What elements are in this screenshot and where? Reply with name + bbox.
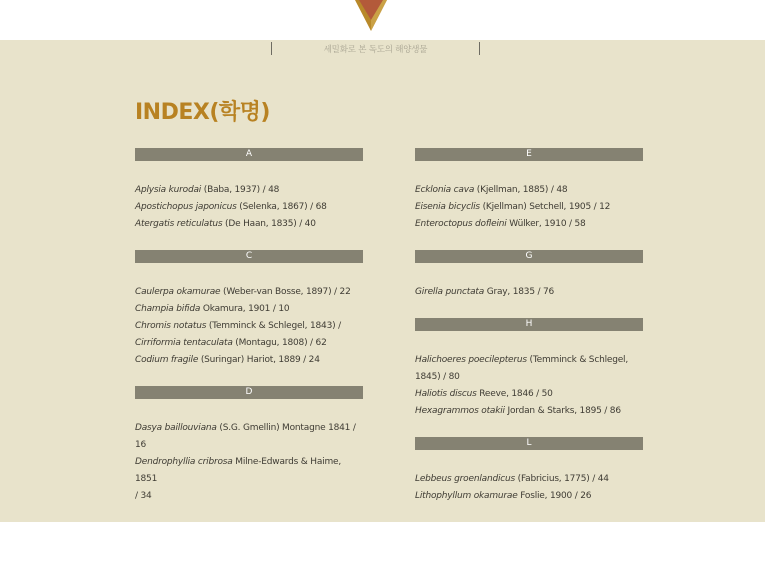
index-entry	[135, 284, 363, 301]
header-bar	[0, 40, 765, 58]
header-separator-right	[479, 42, 480, 55]
section-e	[415, 148, 643, 233]
index-entry	[135, 318, 363, 335]
scientific-name: Hexagrammos otakii	[415, 406, 505, 416]
scientific-name: Dendrophyllia cribrosa	[135, 457, 233, 467]
letter-heading: A	[135, 148, 363, 161]
authority-and-page: 1845) / 80	[415, 372, 460, 382]
index-entry	[135, 420, 363, 454]
entry-list	[415, 450, 643, 505]
authority-and-page: (Weber-van Bosse, 1897) / 22	[220, 287, 351, 297]
scientific-name: Apostichopus japonicus	[135, 202, 237, 212]
index-entry	[415, 284, 643, 301]
section-a	[135, 148, 363, 233]
authority-and-page: (Kjellman) Setchell, 1905 / 12	[479, 202, 611, 212]
scientific-name: Dasya baillouviana	[135, 423, 217, 433]
letter-heading: G	[415, 250, 643, 263]
entry-list	[415, 331, 643, 420]
authority-and-page: (Selenka, 1867) / 68	[236, 202, 327, 212]
scientific-name: Cirriformia tentaculata	[135, 338, 233, 348]
index-entry	[135, 301, 363, 318]
scientific-name: Atergatis reticulatus	[135, 219, 223, 229]
authority-and-page: (Baba, 1937) / 48	[201, 185, 280, 195]
letter-heading: C	[135, 250, 363, 263]
authority-and-page: (Fabricius, 1775) / 44	[515, 474, 609, 484]
letter-heading: E	[415, 148, 643, 161]
authority-and-page: (Temminck & Schlegel, 1843) /	[206, 321, 341, 331]
scientific-name: Enteroctopus dofleini	[415, 219, 507, 229]
index-entry	[135, 488, 363, 505]
scientific-name: Eisenia bicyclis	[415, 202, 480, 212]
scientific-name: Champia bifida	[135, 304, 201, 314]
scientific-name: Codium fragile	[135, 355, 199, 365]
authority-and-page: (Montagu, 1808) / 62	[232, 338, 327, 348]
authority-and-page: (Kjellman, 1885) / 48	[474, 185, 568, 195]
index-entry	[415, 352, 643, 369]
section-g	[415, 250, 643, 301]
index-entry	[415, 471, 643, 488]
authority-and-page: Gray, 1835 / 76	[484, 287, 555, 297]
authority-and-page: Milne-Edwards & Haime, 1851	[135, 457, 342, 484]
authority-and-page: Wülker, 1910 / 58	[506, 219, 586, 229]
index-entry	[415, 216, 643, 233]
entry-list	[135, 161, 363, 233]
index-entry	[415, 182, 643, 199]
scientific-name: Halichoeres poecilepterus	[415, 355, 527, 365]
letter-heading: D	[135, 386, 363, 399]
index-entry	[135, 454, 363, 488]
page-title: INDEX(학명)	[135, 100, 270, 125]
section-d	[135, 386, 363, 505]
section-c	[135, 250, 363, 369]
index-entry	[135, 199, 363, 216]
scientific-name: Caulerpa okamurae	[135, 287, 221, 297]
entry-list	[415, 263, 643, 301]
section-h	[415, 318, 643, 420]
scientific-name: Lithophyllum okamurae	[415, 491, 518, 501]
index-entry	[135, 352, 363, 369]
scientific-name: Girella punctata	[415, 287, 485, 297]
index-entry	[135, 182, 363, 199]
authority-and-page: (Suringar) Hariot, 1889 / 24	[198, 355, 320, 365]
authority-and-page: Reeve, 1846 / 50	[476, 389, 553, 399]
letter-heading: L	[415, 437, 643, 450]
authority-and-page: / 34	[135, 491, 152, 501]
index-entry	[135, 216, 363, 233]
index-entry	[415, 386, 643, 403]
authority-and-page: (De Haan, 1835) / 40	[222, 219, 316, 229]
index-entry	[415, 369, 643, 386]
index-entry	[415, 199, 643, 216]
authority-and-page: (S.G. Gmellin) Montagne 1841 / 16	[135, 423, 356, 450]
scientific-name: Haliotis discus	[415, 389, 477, 399]
index-entry	[415, 488, 643, 505]
scientific-name: Aplysia kurodai	[135, 185, 202, 195]
index-entry	[135, 335, 363, 352]
entry-list	[415, 161, 643, 233]
authority-and-page: (Temminck & Schlegel,	[526, 355, 629, 365]
entry-list	[135, 399, 363, 505]
top-ornament-icon	[355, 0, 387, 32]
letter-heading: H	[415, 318, 643, 331]
scientific-name: Lebbeus groenlandicus	[415, 474, 516, 484]
entry-list	[135, 263, 363, 369]
index-entry	[415, 403, 643, 420]
scientific-name: Ecklonia cava	[415, 185, 475, 195]
authority-and-page: Foslie, 1900 / 26	[517, 491, 592, 501]
header-subtitle: 세밀화로 본 독도의 해양생물	[323, 45, 428, 55]
index-panel	[0, 40, 765, 522]
authority-and-page: Jordan & Starks, 1895 / 86	[504, 406, 621, 416]
section-l	[415, 437, 643, 505]
authority-and-page: Okamura, 1901 / 10	[200, 304, 290, 314]
scientific-name: Chromis notatus	[135, 321, 207, 331]
